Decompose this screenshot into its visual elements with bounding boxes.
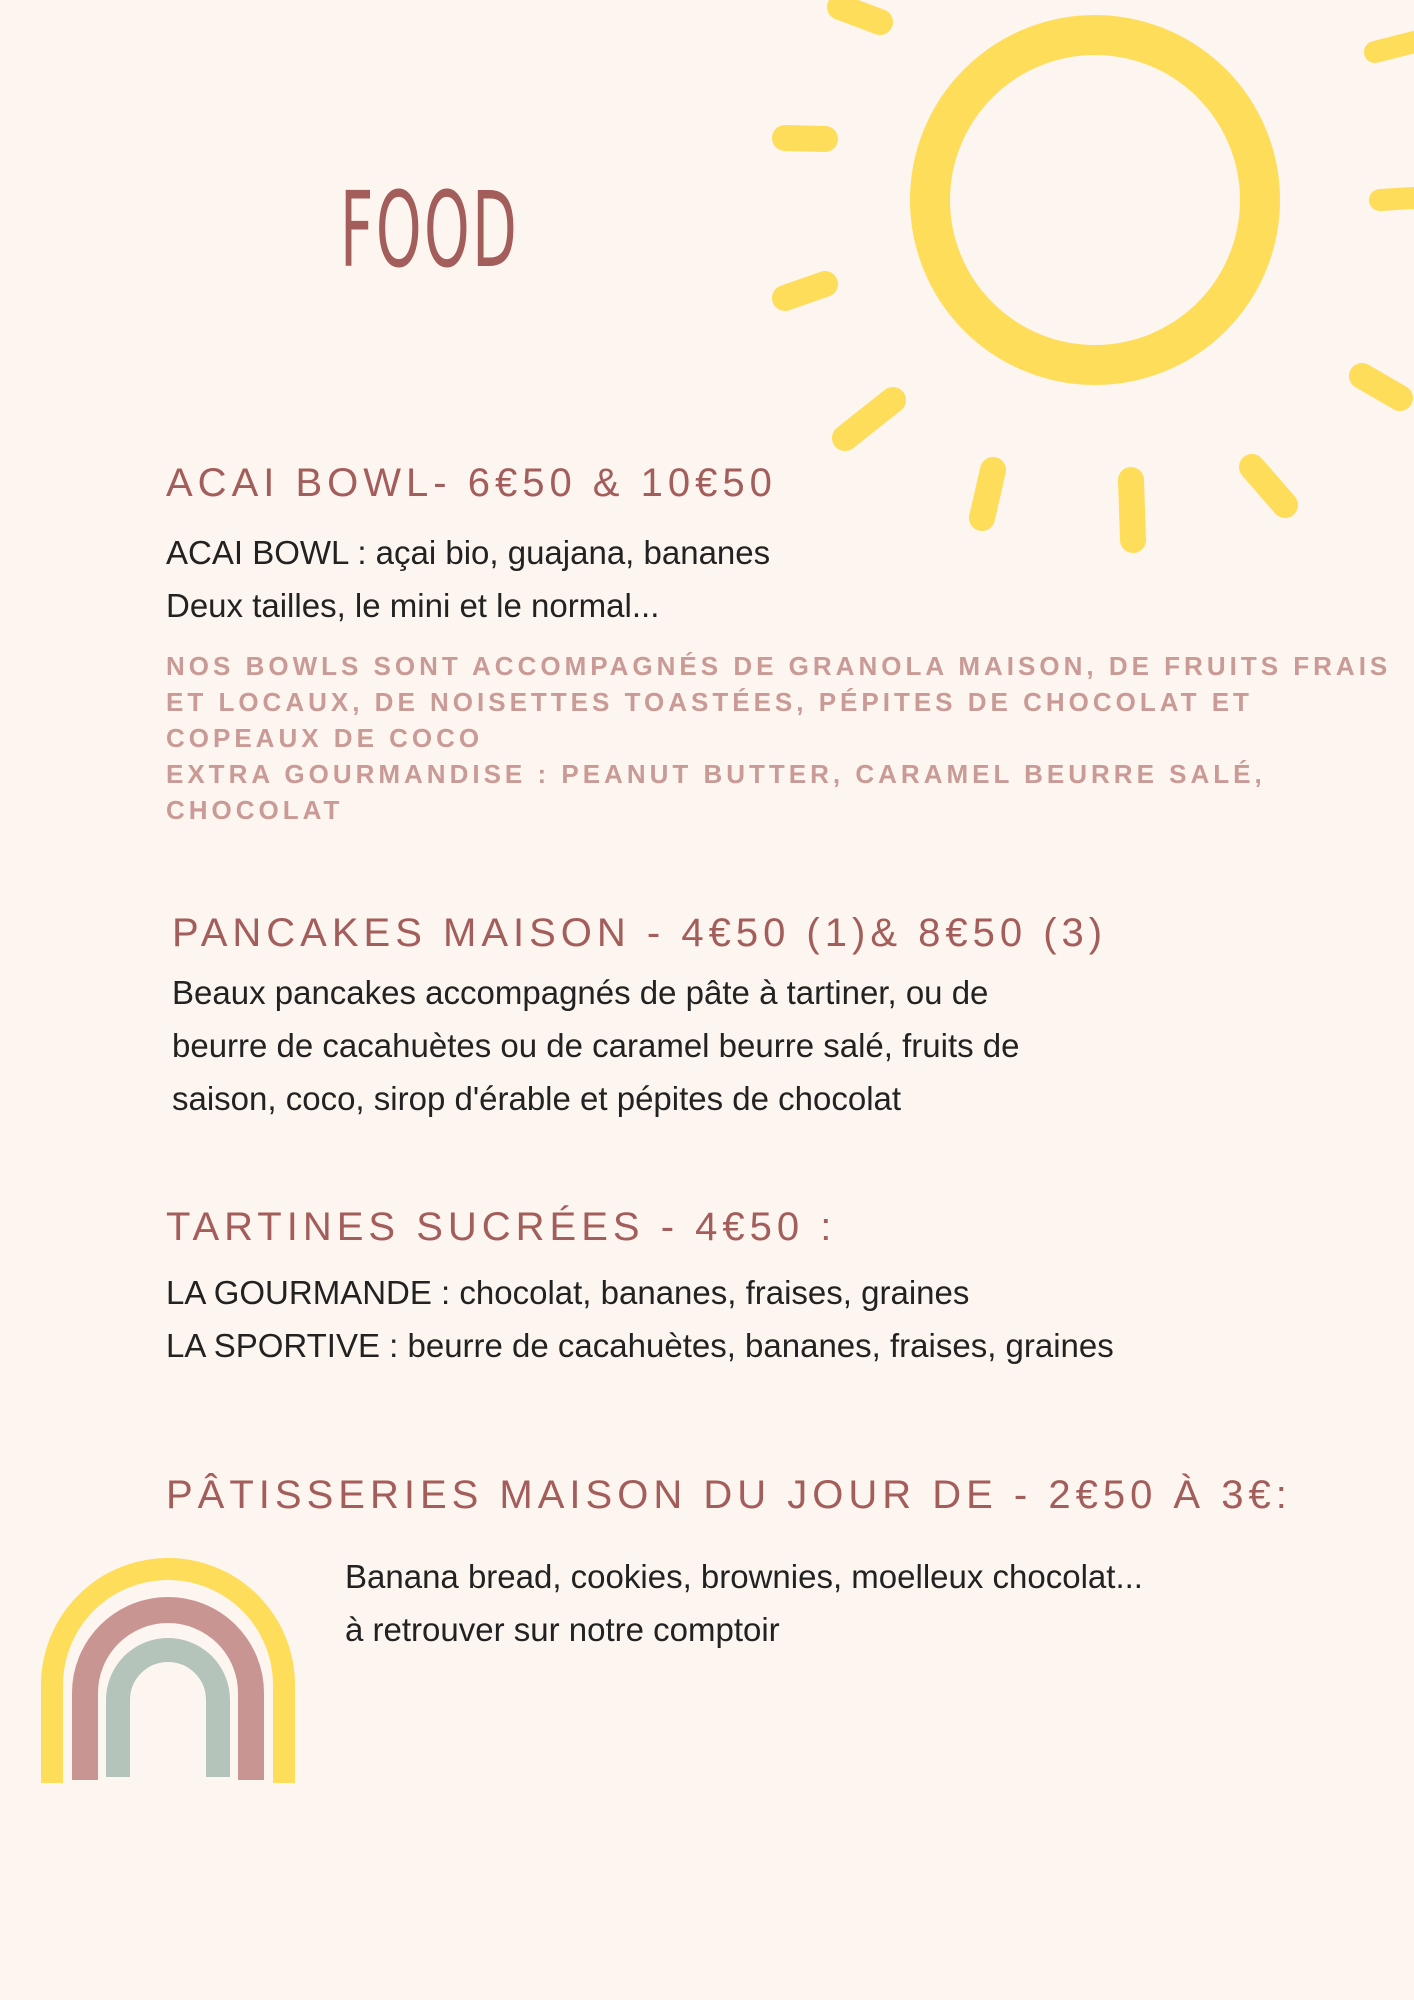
acai-extra: EXTRA GOURMANDISE : PEANUT BUTTER, CARAMEL BEURRE SALÉ, CHOCOLAT <box>166 759 1266 825</box>
acai-note <box>166 648 1396 828</box>
sun-icon <box>760 0 1414 560</box>
pancakes-description <box>172 966 1020 1125</box>
page-title: FOOD <box>340 169 520 291</box>
patisseries-line: Banana bread, cookies, brownies, moelleux chocolat... <box>345 1558 1143 1595</box>
pancakes-heading: PANCAKES MAISON - 4€50 (1)& 8€50 (3) <box>172 911 1108 955</box>
pancakes-line: beurre de cacahuètes ou de caramel beurre salé, fruits de <box>172 1027 1020 1064</box>
rainbow-icon <box>38 1555 298 1790</box>
patisseries-line: à retrouver sur notre comptoir <box>345 1611 780 1648</box>
tartines-line: LA SPORTIVE : beurre de cacahuètes, bananes, fraises, graines <box>166 1327 1114 1364</box>
pancakes-line: saison, coco, sirop d'érable et pépites de chocolat <box>172 1080 902 1117</box>
tartines-description <box>166 1266 1114 1372</box>
tartines-heading: TARTINES SUCRÉES - 4€50 : <box>166 1205 837 1249</box>
acai-line: Deux tailles, le mini et le normal... <box>166 587 660 624</box>
pancakes-line: Beaux pancakes accompagnés de pâte à tartiner, ou de <box>172 974 989 1011</box>
acai-heading: ACAI BOWL- 6€50 & 10€50 <box>166 461 777 505</box>
acai-description <box>166 526 770 632</box>
acai-accompaniment: NOS BOWLS SONT ACCOMPAGNÉS DE GRANOLA MAISON, DE FRUITS FRAIS ET LOCAUX, DE NOISETTES TOASTÉES, PÉPITES DE CHOCOLAT ET COPEAUX DE COCO <box>166 651 1392 753</box>
acai-line: ACAI BOWL : açai bio, guajana, bananes <box>166 534 771 571</box>
patisseries-heading: PÂTISSERIES MAISON DU JOUR DE - 2€50 À 3€: <box>166 1473 1292 1517</box>
patisseries-description <box>345 1550 1143 1656</box>
tartines-line: LA GOURMANDE : chocolat, bananes, fraises, graines <box>166 1274 970 1311</box>
